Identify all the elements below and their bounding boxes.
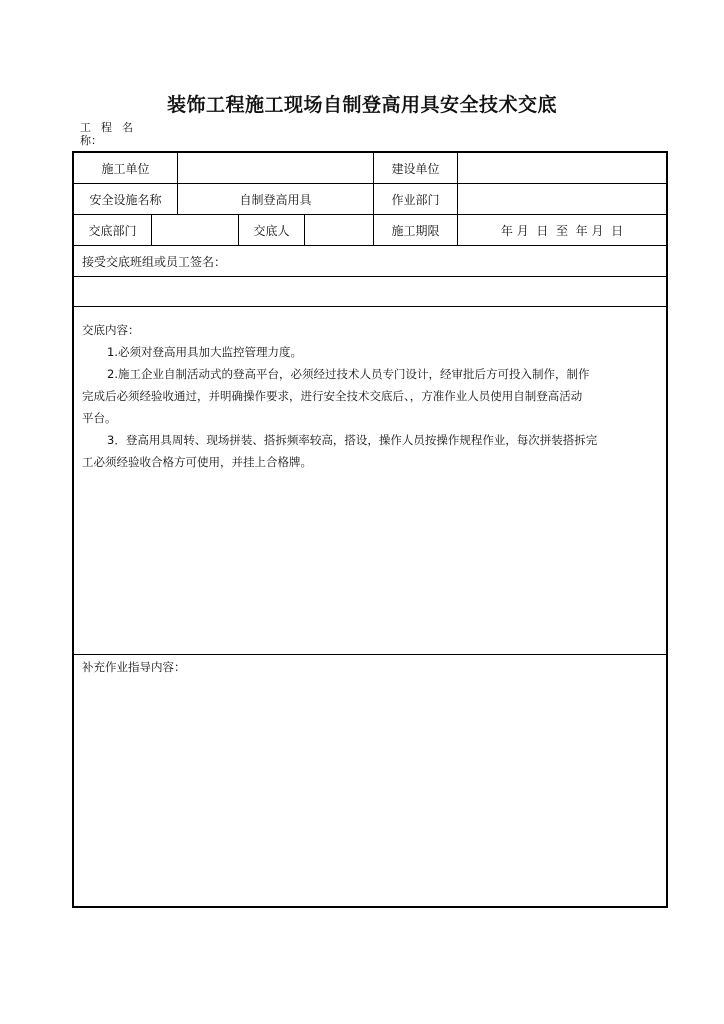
- signature-blank-row[interactable]: [74, 277, 666, 307]
- builder-unit-label: 建设单位: [374, 153, 458, 183]
- form-row-3: [74, 215, 666, 246]
- content-item-1: 1.必须对登高用具加大监控管理力度。: [107, 345, 302, 359]
- signature-label: 接受交底班组或员工签名：: [82, 254, 227, 269]
- facility-name-value[interactable]: 自制登高用具: [178, 184, 374, 214]
- supplement-section[interactable]: [74, 655, 666, 906]
- handover-person-label: 交底人: [239, 215, 305, 245]
- period-value[interactable]: 年 月 日 至 年 月 日: [500, 223, 624, 238]
- handover-dept-value[interactable]: [152, 215, 239, 245]
- form-row-1: [74, 153, 666, 184]
- supplement-label: 补充作业指导内容：: [82, 660, 186, 674]
- handover-dept-label: 交底部门: [74, 215, 152, 245]
- page-title: 装饰工程施工现场自制登高用具安全技术交底: [166, 94, 557, 116]
- content-item-3-line-1: 3．登高用具周转、现场拼装、搭拆频率较高，搭设，操作人员按操作规程作业，每次拼装搭拆完: [107, 433, 598, 447]
- content-item-3-line-2: 工必须经验收合格方可使用，并挂上合格牌。: [82, 455, 312, 469]
- content-item-2-line-1: 2.施工企业自制活动式的登高平台，必须经过技术人员专门设计，经审批后方可投入制作，制作: [107, 367, 590, 381]
- work-dept-label: 作业部门: [374, 184, 458, 214]
- construction-unit-value[interactable]: [178, 153, 374, 183]
- facility-name-label: 安全设施名称: [74, 184, 178, 214]
- construction-unit-label: 施工单位: [74, 153, 178, 183]
- signature-row: [74, 246, 666, 277]
- project-label-line1: 工程名: [80, 121, 143, 134]
- content-item-2-line-3: 平台。: [82, 411, 117, 425]
- handover-content: [82, 319, 636, 473]
- work-dept-value[interactable]: [458, 184, 666, 214]
- form-row-2: [74, 184, 666, 215]
- project-name-label: [80, 121, 143, 147]
- handover-person-value[interactable]: [305, 215, 374, 245]
- handover-form: [72, 151, 668, 908]
- content-item-2-line-2: 完成后必须经验收通过，并明确操作要求，进行安全技术交底后、，方准作业人员使用自制登高活动: [82, 389, 583, 403]
- handover-content-section: [74, 307, 666, 655]
- project-label-line2: 称：: [80, 134, 102, 147]
- period-label: 施工期限: [374, 215, 458, 245]
- builder-unit-value[interactable]: [458, 153, 666, 183]
- content-label: 交底内容：: [82, 323, 140, 337]
